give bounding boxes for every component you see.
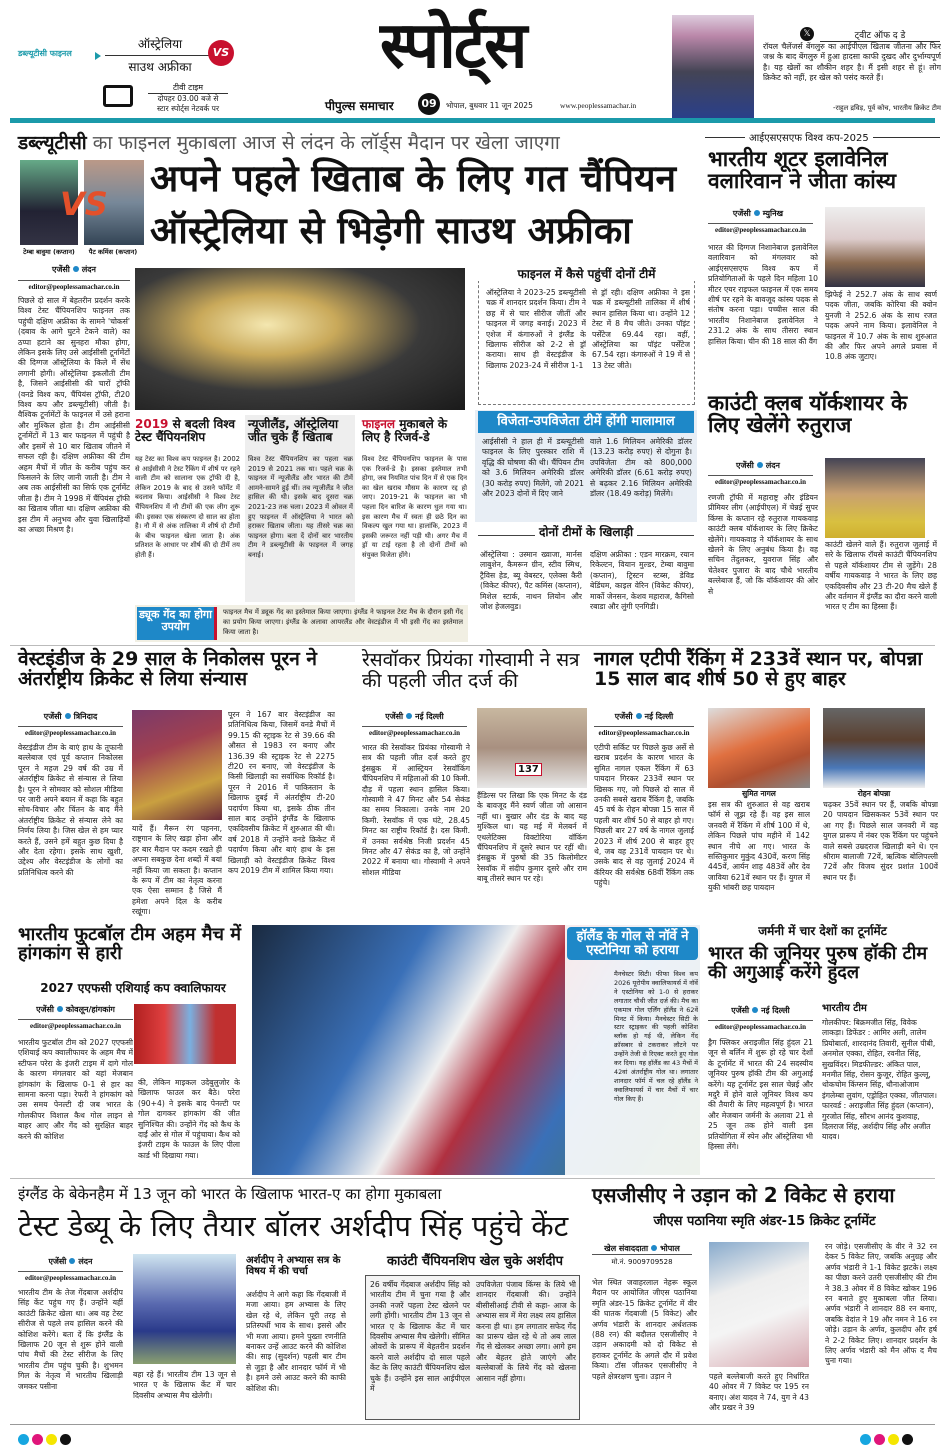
- masthead: स्पोर्ट्स: [380, 9, 526, 83]
- team2-label: साउथ अफ्रीका: [128, 60, 192, 74]
- nagal-byline: [594, 711, 694, 722]
- priyanka-byline: [362, 711, 467, 722]
- divider: [10, 1178, 935, 1179]
- ruturaj-body-2: काउंटी खेलने वाले हैं। रुतुराज जुलाई में सरे के खिलाफ रॉयसे काउंटी चैंपियनशिप से पहले यॉर्कशायर टीम से जुड़ेंगे। 28 वर्षीय गायकवाड़ ने भारत के लिए छह एकदिवसीय और 23 टी-20 मैच खेले हैं और वर्तमान में इंग्लैंड का दौरा करने वाली भारत ए टीम का हिस्सा हैं।: [825, 540, 937, 612]
- agency: एजेंसी: [52, 265, 70, 274]
- ruturaj-email[interactable]: editor@peoplessamachar.co.in: [708, 475, 813, 486]
- arshdeep-body-2: बहा रहे हैं। भारतीय टीम 13 जून से भारत ए के खिलाफ केंट में चार दिवसीय अभ्यास मैच खेलेगी।: [133, 1370, 236, 1400]
- how-body-1: ऑस्ट्रेलिया ने 2023-25 डब्ल्यूटीसी चक्र में शानदार प्रदर्शन किया। टीम ने छह में से चार सीरीज जीतीं और फाइनल में जगह बनाई। 2023 में एशेज में कंगारुओं ने इंग्लैंड के खिलाफ सीरीज को 2-2 से ड्रॉ कराया। साथ ही वेस्टइंडीज के खिलाफ 2023-24 में सीरीज 1-1: [486, 288, 586, 370]
- agency: एजेंसी: [736, 461, 754, 470]
- color-registration-right: [860, 1430, 916, 1449]
- football-byline: [18, 1004, 133, 1015]
- players-title: दोनों टीमों के खिलाड़ी: [535, 526, 637, 539]
- lead-headline-2: ऑस्ट्रेलिया से भिड़ेगी साउथ अफ्रीका: [150, 209, 632, 252]
- dateline: भोपाल, बुधवार 11 जून 2025: [446, 101, 533, 110]
- x-logo-icon: 𝕏: [800, 27, 814, 41]
- agency: एजेंसी: [614, 712, 633, 721]
- sgca-body-2: पहले बल्लेबाजी करते हुए निर्धारित 40 ओवर में 7 विकेट पर 195 रन बनाए। अंश यादव ने 74, युग ने 43 और प्रखर ने 39: [709, 1372, 809, 1413]
- hockey-email[interactable]: editor@peoplessamachar.co.in: [708, 1020, 813, 1031]
- divider: [10, 645, 935, 646]
- shooter-body-2: झिफेई ने 252.7 अंक के साथ स्वर्ण पदक जीता, जबकि कोरिया की क्वोन युनजी ने 252.6 अंक के साथ रजत पदक अपने नाम किया। इलावेनिल ने फाइनल में 10.7 अंक के साथ शुरुआत की और फिर अपने अगले प्रयास में 10.8 अंक जुटाए।: [825, 290, 937, 362]
- sub3-title-red: फाइनल: [362, 417, 396, 431]
- arrow-icon: [95, 52, 101, 60]
- pooran-body-2: यादें हैं। मैरून रंग पहनना, राष्ट्रगान के लिए खड़ा होना और हर बार मैदान पर कदम रखते ही अपना सबकुछ देना शब्दों में बयां नहीं किया जा सकता है। कप्तान के रूप में टीम का नेतृत्व करना एक ऐसा सम्मान है जिसे मैं हमेशा अपने दिल के करीब रखूंगा।: [132, 824, 222, 917]
- elavenil-photo: [825, 207, 925, 287]
- tv-time-title: टीवी टाइम: [148, 82, 228, 94]
- prize-title: विजेता-उपविजेता टीमें होंगी मालामाल: [478, 411, 694, 433]
- page-number: 09: [418, 93, 440, 115]
- sgca-headline: एसजीसीए ने उड़ान को 2 विकेट से हराया: [592, 1183, 895, 1207]
- haaland-headline: हॉलैंड के गोल से नॉर्वे ने एस्टोनिया को हराया: [567, 927, 698, 960]
- hockey-kicker: जर्मनी में चार देशों का टूर्नामेंट: [758, 924, 887, 938]
- cummins-caption: पैट कमिंस (कप्तान): [88, 248, 138, 256]
- sub3-title: [362, 418, 467, 443]
- nagal-email[interactable]: editor@peoplessamachar.co.in: [594, 726, 694, 737]
- arshdeep-sub1-body: अर्शदीप ने आगे कहा कि गेंदबाजी में मजा आया। हम अभ्यास के लिए खेल रहे थे, लेकिन पूरी तरह से प्रतिस्पर्धी भाव के साथ। इससे और भी मजा आया। हमने पुख्ता रणनीति बनाकर उन्हें आउट करने की कोशिश की। साइ (सुदर्शन) पहली बार टीम से जुड़ा है और शानदार फॉर्म में भी है। हमने उसे आउट करने की काफी कोशिश की।: [246, 1290, 346, 1393]
- sub1-body: यह टेस्ट का विश्व कप फाइनल है। 2002 से आईसीसी ने टेस्ट रैंकिंग में शीर्ष पर रहने वाली टीम को सालाना एक ट्रॉफी दी है, लेकिन 2019 के बाद से उसने फॉर्मेट में बदलाव किया। आईसीसी ने विश्व टेस्ट चैंपियनशिप में नौ टीमों की एक लीग शुरू की। इसका एक संस्करण दो साल का होता है। नौ में से अंक तालिका में शीर्ष दो टीमों के बीच फाइनल खेला जाता है। अंक प्रतिशत के आधार पर शीर्ष की दो टीमें तय होती हैं।: [135, 455, 240, 559]
- lead-body: पिछले दो साल में बेहतरीन प्रदर्शन करके विश्व टेस्ट चैंपियनशिप फाइनल तक पहुंची दक्षिण अफ्रीका के सामने 'चोकर्स' (दबाव के आगे घुटने टेकने वाले) का ठप्पा हटाने का सुनहरा मौका होगा, लेकिन इसके लिए उसे आईसीसी टूर्नामेंटों की दिग्गज ऑस्ट्रेलिया के किले में सेंध लगानी होगी। ऑस्ट्रेलिया इकलौती टीम है, जिसने आईसीसी की चारों ट्रॉफी (वनडे विश्व कप, चैंपियंस ट्रॉफी, टी20 विश्व कप और डब्ल्यूटीसी) जीती है। वैश्विक टूर्नामेंटों के फाइनल में उसे हराना और मुश्किल होता है। टीम आईसीसी टूर्नामेंटों में 13 बार फाइनल में पहुंची है और इसमें से 10 बार खिताब जीतने में सफल रही है। दक्षिण अफ्रीका की टीम अहम मैचों में जीत के करीब पहुंच कर फिसलने के लिए जानी जाती है। टीम ने अब तक आईसीसी का सिर्फ एक टूर्नामेंट जीता है। टीम ने 1998 में चैंपियंस ट्रॉफी का खिताब जीता था। दक्षिण अफ्रीका की इस टीम में अनुभव और युवा खिलाड़ियों का अच्छा मिश्रण है।: [18, 296, 130, 534]
- website-link[interactable]: www.peoplessamachar.in: [560, 101, 637, 110]
- place: म्युनिख: [762, 209, 784, 218]
- nagal-caption: सुमित नागल: [742, 789, 776, 798]
- agency: एजेंसी: [732, 209, 751, 218]
- players-aus: ऑस्ट्रेलिया : उस्मान ख्वाजा, मार्नस लाबुशेन, कैमरून ग्रीन, स्टीव स्मिथ, ट्रैविस हेड, ब्यू वेबस्टर, एलेक्स कैरी (विकेट कीपर), पैट कमिंस (कप्तान), मिशेल स्टार्क, नाथन लियोन और जोश हेजलवुड।: [480, 550, 582, 612]
- shooter-email[interactable]: editor@peoplessamachar.co.in: [708, 223, 813, 234]
- sub1-title: [135, 418, 240, 443]
- sgca-body-3: रन जोड़े। एसजीसीए के वीर ने 32 रन देकर 5 विकेट लिए, जबकि अनुग्रह और अर्णव भंडारी ने 1-1 विकेट झटके। लक्ष्य का पीछा करने उतरी एसजीसीए की टीम ने 38.3 ओवर में 8 विकेट खोकर 196 रन बनाते हुए मुकाबला जीत लिया। अर्णव भंडारी ने शानदार 88 रन बनाए, जबकि वेदांत ने 19 और नमन ने 16 रन जोड़े। उड़ान के अर्णव, कुलदीप और हर्ष ने 2-2 विकेट लिए। शानदार प्रदर्शन के लिए अर्णव भंडारी को मैन ऑफ द मैच चुना गया।: [825, 1242, 937, 1366]
- priyanka-email[interactable]: editor@peoplessamachar.co.in: [362, 726, 467, 737]
- ruturaj-byline: [708, 460, 808, 471]
- bopanna-photo: [823, 708, 925, 788]
- arshdeep-email[interactable]: editor@peoplessamachar.co.in: [18, 1271, 123, 1282]
- football-photo: [134, 1004, 236, 1064]
- place: लंदन: [81, 265, 96, 274]
- place: लंदन: [765, 461, 780, 470]
- tweet-author: -राहुल द्रविड़, पूर्व कोच, भारतीय क्रिकेट टीम: [833, 104, 941, 112]
- ruturaj-photo: [825, 458, 925, 538]
- hockey-team-title: भारतीय टीम: [822, 1003, 867, 1014]
- nagal-headline: नागल एटीपी रैंकिंग में 233वें स्थान पर, बोपन्ना 15 साल बाद शीर्ष 50 से हुए बाहर: [594, 648, 923, 690]
- arshdeep-photo: [133, 1254, 236, 1364]
- hockey-headline: भारत की जूनियर पुरुष हॉकी टीम की अगुआई करेंगे हुंदल: [708, 943, 928, 983]
- priyanka-photo: [477, 708, 587, 788]
- sub3-title-text: मुकाबले के लिए है रिजर्व-डे: [362, 417, 448, 444]
- sgca-subhead: जीएस पठानिया स्मृति अंडर-15 क्रिकेट टूर्नामेंट: [653, 1214, 876, 1229]
- kicker-bold: डब्ल्यूटीसी: [18, 132, 87, 154]
- agency: एजेंसी: [36, 1005, 54, 1014]
- arshdeep-byline: [18, 1256, 123, 1267]
- priyanka-body-1: भारत की रेसवॉकर प्रियंका गोस्वामी ने सत्र की पहली जीत दर्ज करते हुए इंसब्रुक में आस्ट्रियन रेसवॉकिंग चैंपियनशिप में महिलाओं की 10 किमी. दौड़ में पहला स्थान हासिल किया। गोस्वामी ने 47 मिनट और 54 सेकंड का समय निकाला। उनके नाम 20 किमी. रेसवॉक में एक घंटे, 28.45 मिनट का राष्ट्रीय रिकॉर्ड है। दस किमी. में उनका सर्वश्रेष्ठ निजी प्रदर्शन 45 मिनट और 47 सेकंड का है, जो उन्होंने 2022 में बनाया था। गोस्वामी ने अपने सोशल मीडिया: [362, 743, 470, 877]
- pooran-headline: वेस्टइंडीज के 29 साल के निकोलस पूरन ने अंतर्राष्ट्रीय क्रिकेट से लिया संन्यास: [18, 648, 317, 690]
- bopanna-caption: रोहन बोपन्ना: [857, 789, 891, 798]
- ruturaj-headline: काउंटी क्लब यॉर्कशायर के लिए खेलेंगे रुतुराज: [708, 391, 908, 438]
- football-body-1: भारतीय फुटबॉल टीम को 2027 एएफसी एशियाई कप क्वालीफायर के अहम मैच में स्टीफन परेरा के इंजरी टाइम में दागे गोल के कारण मंगलवार को यहां मेजबान हांगकांग के खिलाफ 0-1 से हार का सामना करना पड़ा। रेफरी ने हांगकांग को उस समय पेनल्टी दी जब भारत के गोलकीपर विशाल कैथ गोल लाइन से बाहर आए और गेंद को सुरक्षित बाहर करने की कोशिश: [18, 1038, 133, 1141]
- agency: एजेंसी: [48, 1257, 67, 1266]
- sgca-byline: [592, 1243, 692, 1255]
- arshdeep-headline: टेस्ट डेब्यू के लिए तैयार बॉलर अर्शदीप सिंह पहुंचे केंट: [18, 1209, 569, 1243]
- shooter-kicker: आईएसएसएफ विश्व कप-2025: [745, 130, 873, 144]
- hockey-team: गोलकीपर: बिक्रमजीत सिंह, विवेक लाकड़ा। डिफेंडर : आमिर अली, तालेम प्रियोबार्ता, शारदानंद तिवारी, सुनील पीबी, अनमोल एक्का, रोहित, रवनीत सिंह, सुखविंदर। मिडफील्डर: अंकित पाल, मनमीत सिंह, रोसन कुजूर, रोहित कुल्लू, थोकचोम किंग्सन सिंह, थौनाओजाम इंगलेम्बा लुवांग, एड्रोहित एक्का, जीतपाल। फारवर्ड : अराइजीत सिंह हुंदल (कप्तान), गुरजोत सिंह, सौरभ आनंद कुशवाह, दिलराज सिंह, अर्शदीप सिंह और अजीत यादव।: [822, 1018, 937, 1142]
- place: भोपाल: [660, 1244, 680, 1253]
- hockey-byline: [708, 1005, 813, 1016]
- bavuma-caption: टेम्बा बावुमा (कप्तान): [23, 248, 75, 256]
- sgca-photo: [709, 1242, 809, 1367]
- race-bib: 137: [515, 763, 542, 776]
- pooran-byline: [18, 711, 123, 722]
- tv-time: दोपहर 03.00 बजे से: [157, 94, 219, 103]
- nagal-photo: [708, 708, 810, 788]
- place: त्रिनिदाद: [73, 712, 98, 721]
- sub2-title: न्यूजीलैंड, ऑस्ट्रेलिया जीत चुके हैं खिताब: [248, 417, 339, 444]
- divider: [10, 1424, 935, 1425]
- lead-email[interactable]: editor@peoplessamachar.co.in: [18, 280, 130, 291]
- vs-badge: VS: [208, 40, 234, 66]
- divider: [105, 55, 215, 56]
- lead-kicker: [18, 129, 560, 155]
- duke-body: फाइनल मैच में ड्यूक गेंद का इस्तेमाल किया जाएगा। इंग्लैंड ने फाइनल टेस्ट मैच के दौरान इसी गेंद का प्रयोग किया जाएगा। इंग्लैंड के अलावा आयरलैंड और वेस्टइंडीज में भी इसी गेंद का इस्तेमाल किया जाता है।: [223, 608, 463, 636]
- nagal-body-3: चढ़कर 35वें स्थान पर हैं, जबकि बोपन्ना 20 पायदान खिसककर 53वें स्थान पर आ गए हैं। पिछले साल जनवरी में वह युगल प्रारूप में नंबर एक रैंकिंग पर पहुंचने वाले सबसे उम्रदराज खिलाड़ी बने थे। एन श्रीराम बालाजी 72वें, ऋत्विक बोलिपल्ली 72वें और विजय सुंदर प्रशांत 100वें स्थान पर हैं।: [823, 800, 938, 882]
- kicker-text: का फाइनल मुकाबला आज से लंदन के लॉर्ड्स मैदान पर खेला जाएगा: [92, 132, 560, 154]
- shooter-headline: भारतीय शूटर इलावेनिल वलारिवान ने जीता कांस्य: [708, 147, 897, 194]
- how-title: फाइनल में कैसे पहुंचीं दोनों टीमें: [478, 268, 695, 281]
- pooran-email[interactable]: editor@peoplessamachar.co.in: [18, 726, 123, 737]
- hockey-body: ड्रैग फ्लिकर अराइजीत सिंह हुंदल 21 जून से बर्लिन में शुरू हो रहे चार देशों के टूर्नामेंट में भारत की 24 सदस्यीय जूनियर पुरुष हॉकी टीम की अगुआई करेंगे। यह टूर्नामेंट इस साल चेन्नई और मदुरै में होने वाले जूनियर विश्व कप की तैयारी के लिए महत्वपूर्ण है। भारत और मेजबान जर्मनी के अलावा 21 से 25 जून तक होने वाली इस प्रतियोगिता में स्पेन और ऑस्ट्रेलिया भी हिस्सा लेंगे।: [708, 1038, 813, 1152]
- sub2-body: विश्व टेस्ट चैंपियनशिप का पहला चक्र 2019 से 2021 तक था। पहले चक्र के फाइनल में न्यूजीलैंड और भारत की टीमें आमने-सामने हुई थीं। तब न्यूजीलैंड ने जीत हासिल की थी। इसके बाद दूसरा चक्र 2021-23 तक चला। 2023 में ओवल में हुए फाइनल में ऑस्ट्रेलिया ने भारत को हराकर खिताब जीता। यह तीसरे चक्र का फाइनल होगा। बता दें दोनों बार भारतीय टीम ने डब्ल्यूटीसी के फाइनल में जगह बनाई।: [248, 455, 353, 559]
- arshdeep-sub2-body-2: उपविजेता पंजाब किंग्स के लिये भी शानदार गेंदबाजी की। उन्होंने बीसीसीआई टीवी से कहा- आज के अभ्यास सत्र में मेरा लक्ष्य लय हासिल करना ही था। हम लगातार सफेद गेंद का प्रारूप खेल रहे थे तो अब लाल गेंद से खेलकर अच्छा लगा। आगे हम और बेहतर होते जाएंगे और बल्लेबाजों के लिये गेंद को खेलना आसान नहीं होगा।: [476, 1280, 576, 1383]
- priyanka-body-2: हैंडिल्स पर लिखा कि एक मिनट के दंड के बावजूद मैंने स्वर्ण जीता जो आसान नहीं था। बुखार और दंड के बाद यह मुश्किल था। यह मई में मेलबर्न में एथलेटिक्स विक्टोरिया वॉकिंग चैंपियनशिप में दूसरे स्थान पर रहीं थी। इंसब्रुक में पुरुषों की 35 किलोमीटर रेसवॉक में संदीप कुमार दूसरे और राम बाबू तीसरे स्थान पर रहे।: [477, 791, 587, 884]
- football-email[interactable]: editor@peoplessamachar.co.in: [18, 1019, 133, 1030]
- place: नई दिल्ली: [415, 712, 444, 721]
- prize-body-2: वाले 1.6 मिलियन अमेरिकी डॉलर (13.23 करोड़ रुपए) से दोगुना है। उपविजेता टीम को 800,000 अमेरिकी डॉलर (6.61 करोड़ रुपए) से बढ़कर 2.16 मिलियन अमेरिकी डॉलर (18.49 करोड़) मिलेंगे।: [590, 437, 692, 499]
- nagal-body-2: इस सत्र की शुरुआत से वह खराब फॉर्म से जूझ रहे हैं। वह इस साल जनवरी में रैंकिंग में शीर्ष 100 में थे, लेकिन पिछले पांच महीने में 142 स्थान नीचे आ गए। भारत के सस्तिकुमार मुकुंद 430वें, करण सिंह 445वें, आर्यन शाह 483वें और देव जाविया 621वें स्थान पर हैं। युगल में युकी भांबरी छह पायदान: [708, 800, 810, 893]
- sgca-body-1: भेल स्थित जवाहरलाल नेहरू स्कूल मैदान पर आयोजित जीएस पठानिया स्मृति अंडर-15 क्रिकेट टूर्नामेंट में वीर की घातक गेंदबाजी (5 विकेट) और अर्णव भंडारी के शानदार अर्धशतक (88 रन) की बदौलत एसजीसीए ने उड़ान अकादमी को दो विकेट से हराकर टूर्नामेंट के अगले दौर में प्रवेश किया। टॉस जीतकर एसजीसीए ने पहले क्षेत्ररक्षण चुना। उड़ान ने: [592, 1278, 697, 1381]
- sub3-body: विश्व टेस्ट चैंपियनशिप फाइनल के पास एक रिजर्व-डे है। इसका इस्तेमाल तभी होगा, जब नियमित पांच दिन में से एक दिन का खेल खराब मौसम के कारण रद्द हो जाए। 2019-21 के फाइनल का भी पहला दिन बारिश के कारण धुल गया था। इस कारण मैच में स्वतः ही छठे दिन का विकल्प खुल गया था। हालांकि, 2023 में इसकी जरूरत नहीं पड़ी थी। अगर मैच में ड्रॉ या टाई रहता है तो दोनों टीमों को संयुक्त विजेता होंगे।: [362, 455, 467, 559]
- agency: खेल संवाददाता: [604, 1244, 649, 1253]
- sgca-phone: मो.नं. 9009709528: [611, 1258, 673, 1266]
- paper-name: पीपुल्स समाचार: [325, 99, 394, 113]
- tweet-text: रॉयल चैलेंजर्स बेंगलुरु का आईपीएल खिताब जीतना और फिर जश्न के बाद बेंगलुरु में हुआ हादसा काफी दुखद और दुर्भाग्यपूर्ण है। यह खेलों का शौकीन शहर है। मैं इसी शहर से हूं। लोग क्रिकेट को नहीं, हर खेल को पसंद करते हैं।: [763, 42, 941, 83]
- pooran-photo: [132, 710, 222, 820]
- ruturaj-body-1: रणजी ट्रॉफी में महाराष्ट्र और इंडियन प्रीमियर लीग (आईपीएल) में चेन्नई सुपर किंग्स के कप्तान रहे रुतुराज गायकवाड़ काउंटी क्लब यॉर्कशायर के लिए क्रिकेट खेलेंगे। गायकवाड़ ने यॉर्कशायर के साथ खेलने के लिए अनुबंध किया है। वह सचिन तेंदुलकर, युवराज सिंह और चेतेश्वर पुजारा के बाद चौथे भारतीय बल्लेबाज हैं, जो कि यॉर्कशायर की ओर से: [708, 493, 818, 596]
- priyanka-headline: रेसवॉकर प्रियंका गोस्वामी ने सत्र की पहली जीत दर्ज की: [362, 649, 580, 692]
- football-headline: भारतीय फुटबॉल टीम अहम मैच में हांगकांग से हारी: [18, 924, 241, 964]
- agency: एजेंसी: [385, 712, 404, 721]
- tv-channel: स्टार स्पोर्ट्स नेटवर्क पर: [156, 104, 220, 113]
- how-body-2: से ड्रॉ रही। दक्षिण अफ्रीका ने इस चक्र में डब्ल्यूटीसी तालिका में शीर्ष स्थान हासिल किया था। उन्होंने 12 टेस्ट में 8 मैच जीते। उनका पॉइंट पर्सेंटेज 69.44 रहा। वहीं, ऑस्ट्रेलिया का पॉइंट पर्सेंटेज 67.54 रहा। कंगारुओं ने 19 में से 13 टेस्ट जीते।: [592, 288, 690, 370]
- place: लंदन: [78, 1257, 93, 1266]
- shooter-body-1: भारत की दिग्गज निशानेबाज इलावेनिल वलारिवान को मंगलवार को आईएसएसएफ विश्व कप में प्रतियोगिताओं के पहले दिन महिला 10 मीटर एयर राइफल फाइनल में एक समय शीर्ष पर रहने के बावजूद कांस्य पदक से संतोष करना पड़ा। पच्चीस साल की भारतीय निशानेबाज इलावेनिल ने 231.2 अंक के साथ तीसरा स्थान हासिल किया। चीन की 18 साल की वैंग: [708, 243, 818, 346]
- sub1-title-red: 2019: [135, 417, 169, 431]
- lead-headline-1: अपने पहले खिताब के लिए गत चैंपियन: [150, 157, 677, 200]
- arshdeep-sub2-title: काउंटी चैंपियनशिप खेल चुके अर्शदीप: [387, 1254, 563, 1269]
- wtc-label: डब्ल्यूटीसी फाइनल: [18, 49, 72, 58]
- dravid-photo: [672, 15, 754, 118]
- tweet-title: ट्वीट ऑफ द डे: [820, 28, 940, 42]
- agency: एजेंसी: [43, 712, 62, 721]
- lead-byline: [18, 264, 130, 275]
- pooran-body-3: पूरन ने 167 बार वेस्टइंडीज का प्रतिनिधित्व किया, जिसमें वनडे मैचों में 99.15 की स्ट्राइक रेट से 39.66 की औसत से 1983 रन बनाए और 136.39 की स्ट्राइक रेट से 2275 टी20 रन बनाए, जो वेस्टइंडीज के किसी खिलाड़ी का सर्वाधिक रिकॉर्ड है। पूरन ने 2016 में पाकिस्तान के खिलाफ दुबई में अंतर्राष्ट्रीय टी-20 पदार्पण किया था, इसके ठीक तीन साल बाद उन्होंने इंग्लैंड के खिलाफ एकदिवसीय क्रिकेट में शुरुआत की थी। वर्ष 2018 में उन्होंने वनडे क्रिकेट में पदार्पण किया और बाएं हाथ के इस खिलाड़ी को वेस्टइंडीज क्रिकेट विश्व कप 2019 टीम में शामिल किया गया।: [228, 710, 335, 876]
- header-rule: [10, 118, 935, 123]
- place: नई दिल्ली: [761, 1006, 790, 1015]
- trophy-photo: [135, 268, 465, 410]
- agency: एजेंसी: [731, 1006, 750, 1015]
- football-subhead: 2027 एएफसी एशियाई कप क्वालिफायर: [40, 981, 226, 995]
- nagal-body-1: एटीपी सर्किट पर पिछले कुछ अर्से से खराब प्रदर्शन के कारण भारत के सुमित नागल एकल रैंकिंग में 63 पायदान गिरकर 233वें स्थान पर खिसक गए, जो पिछले दो साल में उनकी सबसे खराब रैंकिंग है, जबकि 45 वर्ष के रोहन बोपन्ना 15 साल में पहली बार शीर्ष 50 से बाहर हो गए। पिछली बार 27 वर्ष के नागल जुलाई 2023 में शीर्ष 200 से बाहर हुए थे, जब वह 231वें पायदान पर थे। उसके बाद से वह जुलाई 2024 में कॅरियर की सर्वश्रेष्ठ 68वीं रैंकिंग तक पहुंचे।: [594, 743, 694, 888]
- players-sa: दक्षिण अफ्रीका : एडन मारक्रम, रयान रिकेल्टन, वियान मुल्डर, टेम्बा बावुमा (कप्तान), ट्रिस्टन स्टब्स, डेविड बेडिंघम, काइल वेरिन (विकेट कीपर), मार्को जेनसन, केशव महाराज, कैगिसो रबाडा और लुंगी एनगिडी।: [590, 550, 694, 612]
- haaland-body: मैनचेस्टर सिटी। फीफा विश्व कप 2026 यूरोपीय क्वालिफायर्स में नॉर्वे ने एस्टोनिया को 1-0 से हराकर लगातार चौथी जीत दर्ज की। मैच का एकमात्र गोल एर्लिंग हॉलैंड ने 62वें मिनट में किया। मैनचेस्टर सिटी के स्टार स्ट्राइकर की पहली कोशिश ब्लॉक हो गई थी, लेकिन गेंद क्रॉसबार से टकराकर लौटने पर उन्होंने तेजी से रिएक्ट करते हुए गोल कर दिया। यह हॉलैंड का 43 मैचों में 42वां अंतर्राष्ट्रीय गोल था। लगातार शानदार फॉर्म में चल रहे हॉलैंड ने क्वालिफायर्स में चार मैचों में चार गोल किए हैं।: [614, 970, 698, 1103]
- prize-body-1: आईसीसी ने हाल ही में डब्ल्यूटीसी फाइनल के लिए पुरस्कार राशि में वृद्धि की घोषणा की थी। चैंपियन टीम को 3.6 मिलियन अमेरिकी डॉलर (30 करोड़ रुपए) मिलेंगे, जो 2021 और 2023 दोनों में दिए जाने: [482, 437, 584, 499]
- place: नई दिल्ली: [644, 712, 674, 721]
- place: कोवलून/हांगकांग: [65, 1005, 115, 1014]
- tv-icon: [103, 85, 133, 107]
- arshdeep-body-1: भारतीय टीम के तेज गेंदबाज अर्शदीप सिंह केंट पहुंच गए हैं। उन्होंने यहीं काउंटी क्रिकेट खेला था। अब वह टेस्ट सीरीज से पहले लय हासिल करने की कोशिश करेंगे। बता दें कि इंग्लैंड के खिलाफ 20 जून से शुरू होने वाली पांच मैचों की टेस्ट सीरीज के लिए भारतीय टीम पहुंच चुकी है। शुभमन गिल के नेतृत्व में भारतीय खिलाड़ी जमकर पसीना: [18, 1288, 123, 1391]
- color-registration-left: [18, 1430, 74, 1449]
- sub1-title-text: से बदली विश्व टेस्ट चैंपियनशिप: [135, 417, 236, 444]
- arshdeep-sub2-body-1: 26 वर्षीय गेंदबाज अर्शदीप सिंह को भारतीय टीम में चुना गया है और उनकी नजरें पहला टेस्ट खेलने पर लगी होंगी। भारतीय टीम 13 जून से भारत ए के खिलाफ केंट में चार दिवसीय अभ्यास मैच खेलेगी। सीमित ओवरों के प्रारूप में बेहतरीन प्रदर्शन करने वाले अर्शदीप दो साल पहले केंट के लिए काउंटी चैंपियनशिप खेल चुके हैं। उन्होंने इस साल आईपीएल में: [370, 1280, 470, 1394]
- arshdeep-kicker: इंग्लैंड के बेकेनहैम में 13 जून को भारत के खिलाफ भारत-ए का होगा मुकाबला: [18, 1185, 442, 1203]
- football-body-2: की, लेकिन माइकल उदेबुलुजोर के खिलाफ फाउल कर बैठे। परेरा (90+4) ने इसके बाद पेनल्टी पर गोल दागकर हांगकांग की जीत सुनिश्चित की। उन्होंने गेंद को कैथ के दाईं ओर से गोल में पहुंचाया। कैथ को इंजरी टाइम के फाउल के लिए पीला कार्ड भी दिखाया गया।: [138, 1078, 240, 1160]
- team1-label: ऑस्ट्रेलिया: [137, 37, 183, 51]
- duke-title: ड्यूक गेंद का होगा उपयोग: [137, 607, 217, 640]
- vs-graphic: VS: [60, 185, 108, 223]
- arshdeep-sub1-title: अर्शदीप ने अभ्यास सत्र के विषय में की चर्चा: [246, 1255, 341, 1277]
- shooter-byline: [708, 208, 808, 219]
- pooran-body-1: वेस्टइंडीज टीम के बाएं हाथ के तूफानी बल्लेबाज एवं पूर्व कप्तान निकोलस पूरन ने महज 29 वर्ष की उम्र में अंतर्राष्ट्रीय क्रिकेट से संन्यास ले लिया है। पूरन ने सोमवार को सोशल मीडिया पर जारी अपने बयान में कहा कि बहुत सोच-विचार और चिंतन के बाद मैंने अंतर्राष्ट्रीय क्रिकेट से संन्यास लेने का निर्णय लिया है। जिस खेल से हम प्यार करते हैं, उसने हमें बहुत कुछ दिया है और देता रहेगा। इसके साथ खुशी, उद्देश्य और वेस्टइंडीज के लोगों का प्रतिनिधित्व करने की: [18, 743, 123, 877]
